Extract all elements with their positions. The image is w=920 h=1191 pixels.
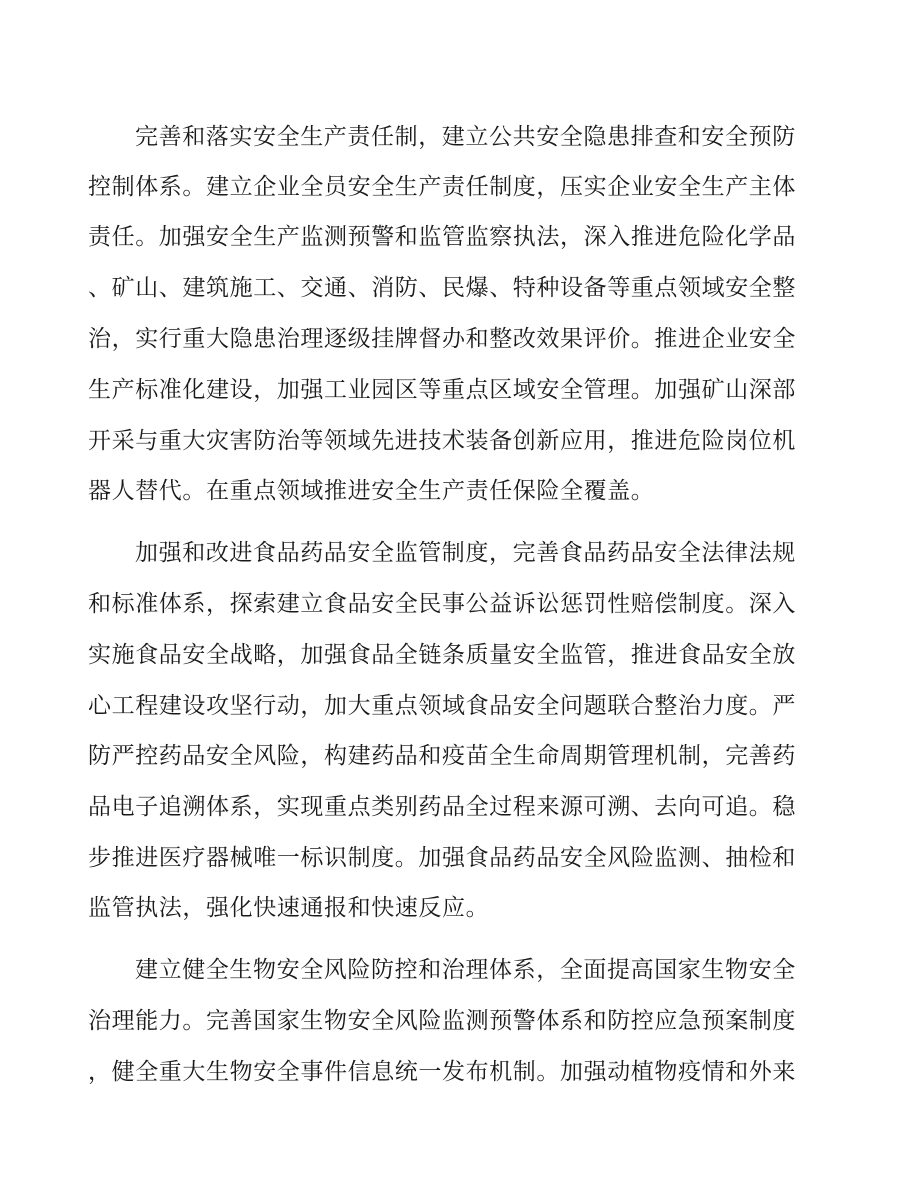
paragraph-3-line-2: 治理能力。完善国家生物安全风险监测预警体系和防控应急预案制度 [88, 1008, 796, 1034]
paragraph-2-line-2: 和标准体系，探索建立食品安全民事公益诉讼惩罚性赔偿制度。深入 [88, 591, 796, 617]
paragraph-3-line-3: ，健全重大生物安全事件信息统一发布机制。加强动植物疫情和外来 [88, 1059, 796, 1085]
paragraph-2-line-8: 监管执法，强化快速通报和快速反应。 [88, 895, 490, 921]
paragraph-2-line-3: 实施食品安全战略，加强食品全链条质量安全监管，推进食品安全放 [88, 642, 796, 668]
paragraph-1-line-7: 开采与重大灾害防治等领域先进技术装备创新应用，推进危险岗位机 [88, 428, 796, 454]
paragraph-2-line-7: 步推进医疗器械唯一标识制度。加强食品药品安全风险监测、抽检和 [88, 845, 796, 871]
paragraph-1-line-6: 生产标准化建设，加强工业园区等重点区域安全管理。加强矿山深部 [88, 377, 796, 403]
paragraph-2-line-6: 品电子追溯体系，实现重点类别药品全过程来源可溯、去向可追。稳 [88, 794, 796, 820]
paragraph-1-line-5: 治，实行重大隐患治理逐级挂牌督办和整改效果评价。推进企业安全 [88, 326, 796, 352]
paragraph-2-line-1: 加强和改进食品药品安全监管制度，完善食品药品安全法律法规 [135, 540, 796, 566]
paragraph-1-line-8: 器人替代。在重点领域推进安全生产责任保险全覆盖。 [88, 478, 655, 504]
paragraph-1-line-4: 、矿山、建筑施工、交通、消防、民爆、特种设备等重点领域安全整 [88, 275, 796, 301]
paragraph-1-line-1: 完善和落实安全生产责任制，建立公共安全隐患排查和安全预防 [135, 124, 796, 150]
paragraph-2-line-5: 防严控药品安全风险，构建药品和疫苗全生命周期管理机制，完善药 [88, 743, 796, 769]
paragraph-3-line-1: 建立健全生物安全风险防控和治理体系，全面提高国家生物安全 [135, 957, 796, 983]
paragraph-2-line-4: 心工程建设攻坚行动，加大重点领域食品安全问题联合整治力度。严 [88, 693, 796, 719]
paragraph-1-line-3: 责任。加强安全生产监测预警和监管监察执法，深入推进危险化学品 [88, 224, 796, 250]
paragraph-1-line-2: 控制体系。建立企业全员安全生产责任制度，压实企业安全生产主体 [88, 174, 796, 200]
